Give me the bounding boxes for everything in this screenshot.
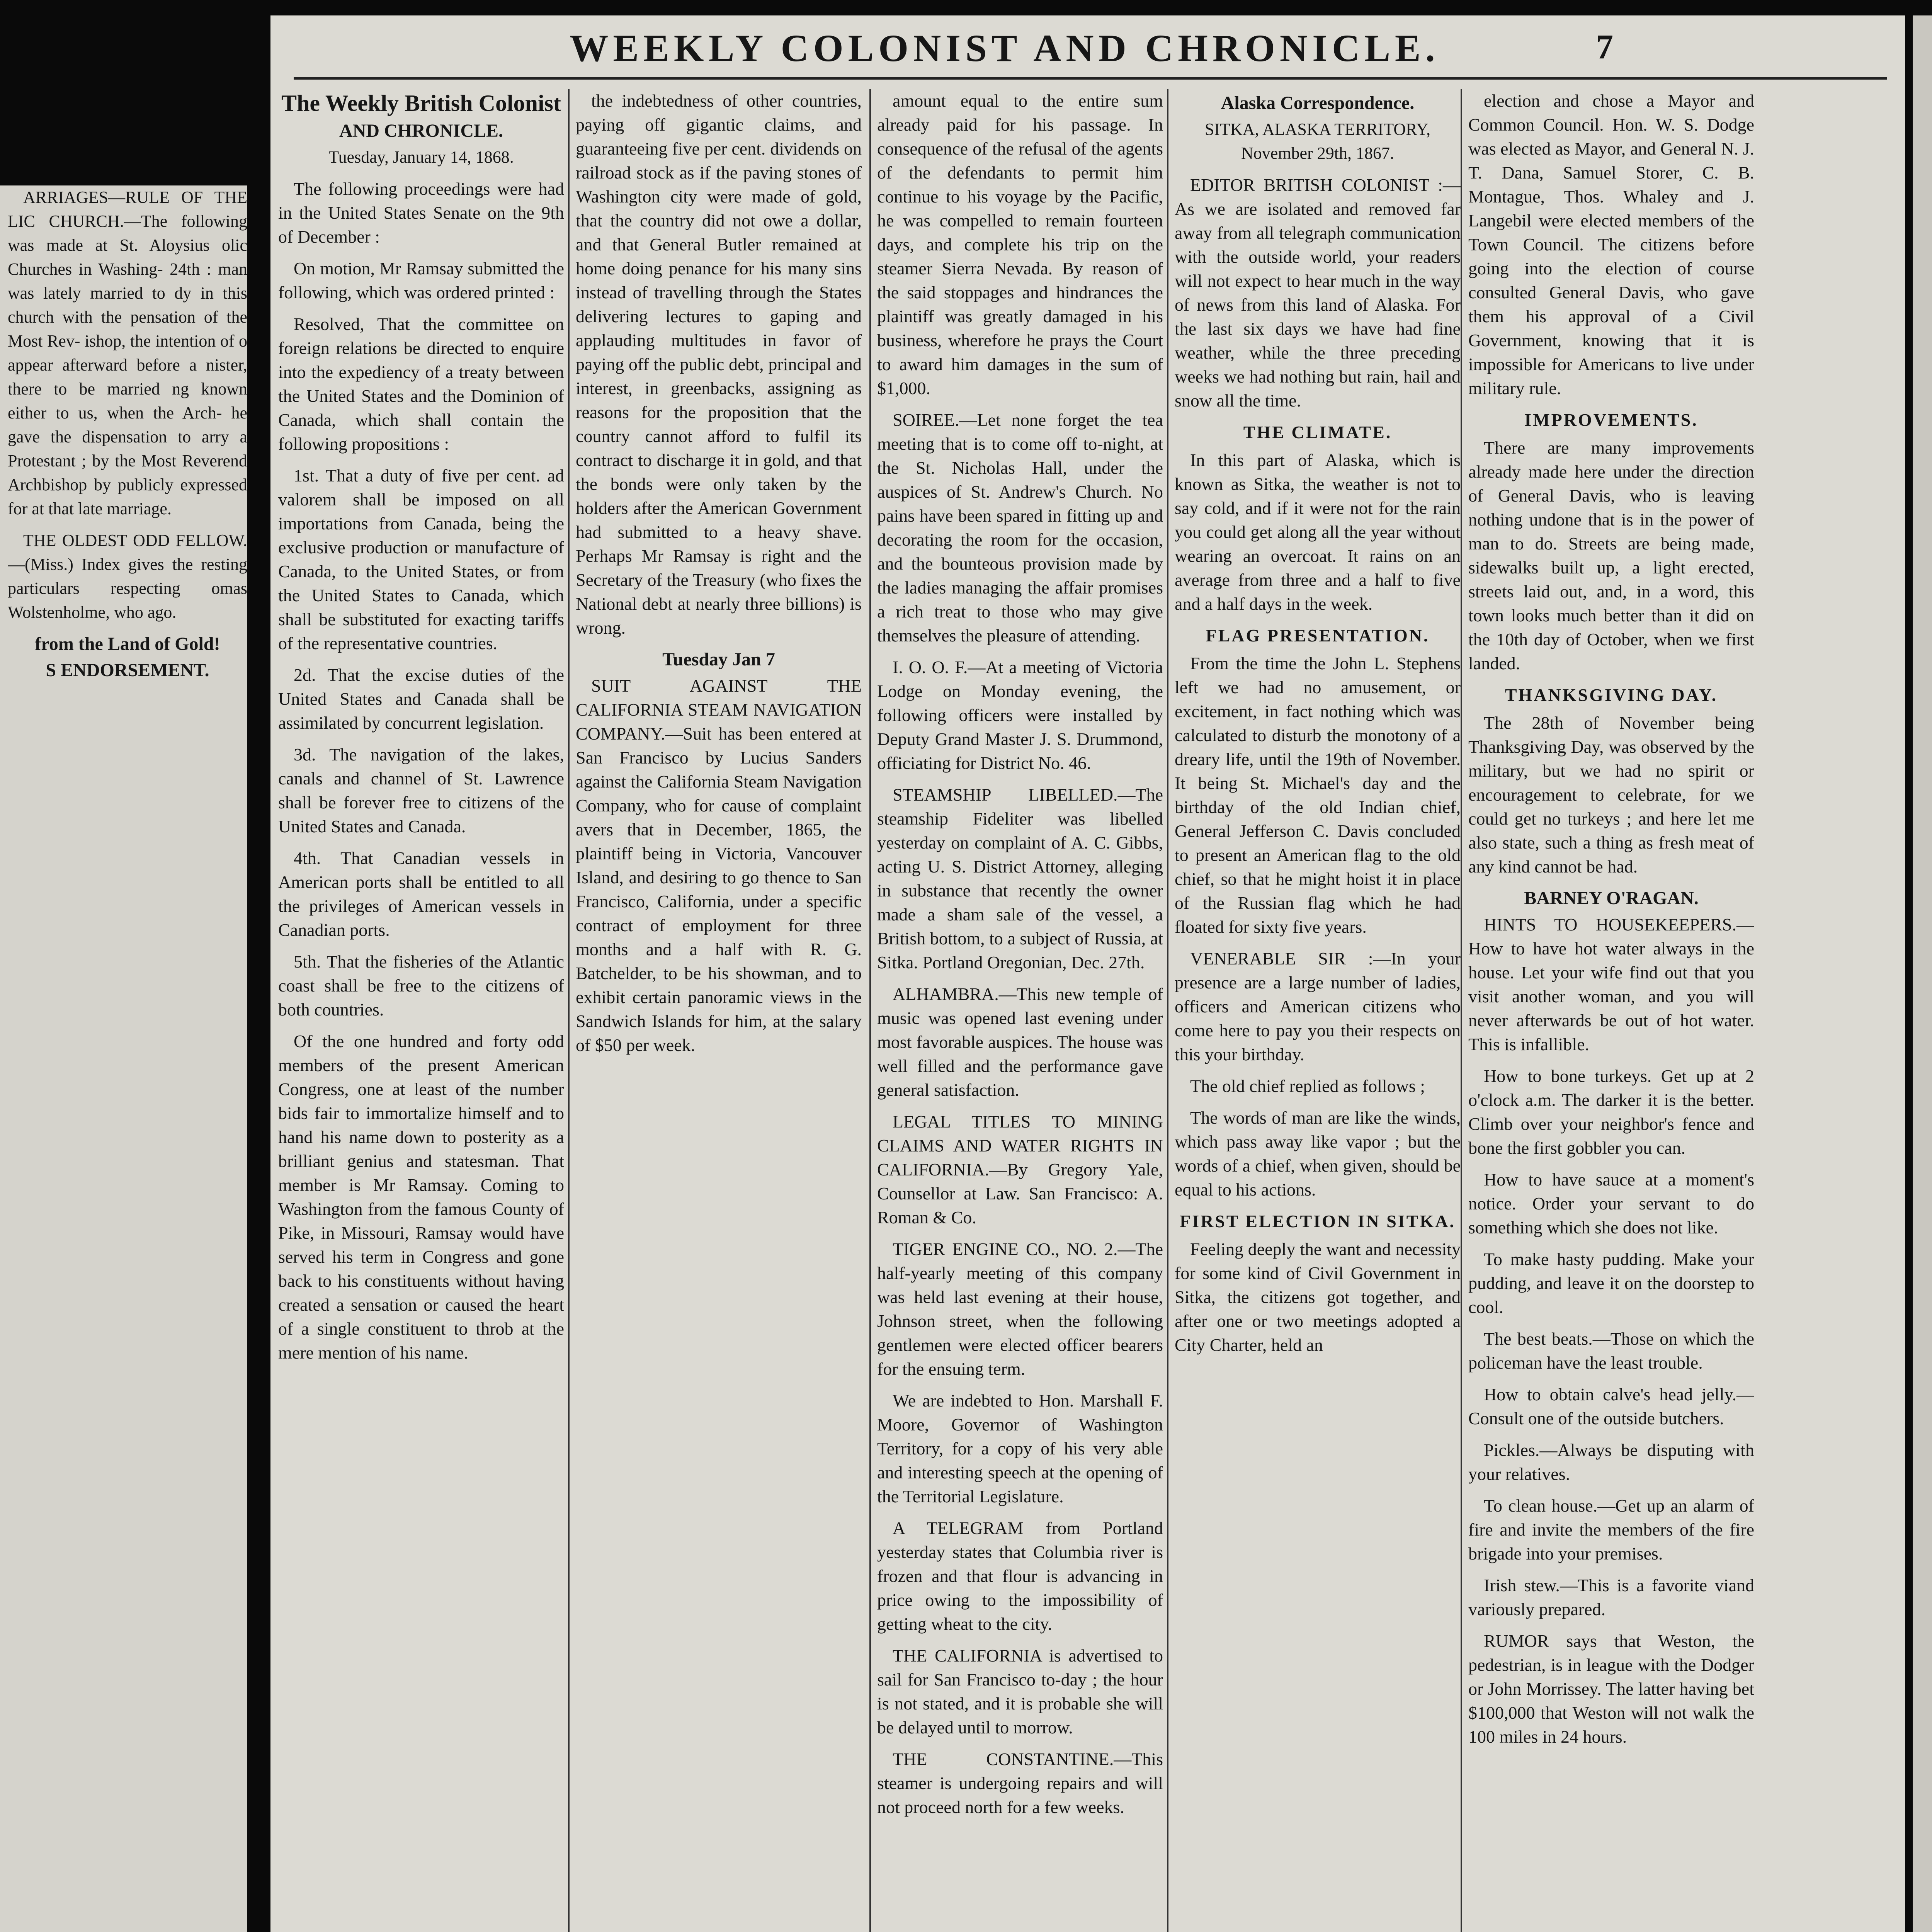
article-paragraph: election and chose a Mayor and Common Council. Hon. W. S. Dodge was elected as Mayor, and General N. J. T. Dana, Samuel Storer, C. B. Montague, Thos. Whaley and J. Langebil were elected members of the Town Council. The citizens before going into the election of course consulted General Davis, who gave them his approval of a Civil Government, knowing that it is impossible for Americans to live under military rule. [1468, 91, 1754, 398]
subheading: THANKSGIVING DAY. [1505, 685, 1718, 705]
article-paragraph: THE CALIFORNIA is advertised to sail for San Francisco to-day ; the hour is not stated, and it is probable she will be delayed until to morrow. [877, 1646, 1163, 1737]
subheading: THE CLIMATE. [1243, 422, 1392, 442]
article-paragraph: How to have sauce at a moment's notice. Order your servant to do something which she does not like. [1468, 1170, 1754, 1237]
column-rule [568, 89, 570, 1932]
article-paragraph: 2d. That the excise duties of the United States and Canada shall be assimilated by concurrent legislation. [278, 665, 564, 733]
article-paragraph: Resolved, That the committee on foreign relations be directed to enquire into the expediency of a treaty between the United States and the Dominion of Canada, which shall contain the following propositions : [278, 314, 564, 454]
article-paragraph: RUMOR says that Weston, the pedestrian, is in league with the Dodger or John Morrissey. The latter having bet $100,000 that Weston will not walk the 100 miles in 24 hours. [1468, 1631, 1754, 1747]
article-paragraph: 4th. That Canadian vessels in American ports shall be entitled to all the privileges of American vessels in Canadian ports. [278, 848, 564, 940]
article-paragraph: SUIT AGAINST THE CALIFORNIA STEAM NAVIGATION COMPANY.—Suit has been entered at San Francisco by Lucius Sanders against the California Steam Navigation Company, who for cause of complaint avers that in December, 1865, the plaintiff being in Victoria, Vancouver Island, and desiring to go thence to San Francisco, California, under a specific contract of employment for three months and a half with R. G. Batchelder, to be his showman, and to exhibit certain panoramic views in the Sandwich Islands for him, at the salary of $50 per week. [576, 676, 862, 1055]
article-paragraph: THE CONSTANTINE.—This steamer is undergoing repairs and will not proceed north for a few weeks. [877, 1749, 1163, 1817]
newspaper-masthead: WEEKLY COLONIST AND CHRONICLE. [570, 27, 1440, 70]
article-paragraph: EDITOR BRITISH COLONIST :—As we are isolated and removed far away from all telegraph communication with the outside world, your readers will not expect to hear much in the way of news from this land of Alaska. For the last six days we have had fine weather, while the three preceding weeks we had nothing but rain, hail and snow all the time. [1175, 175, 1461, 410]
article-paragraph: How to obtain calve's head jelly.—Consult one of the outside butchers. [1468, 1384, 1754, 1428]
subheading: FLAG PRESENTATION. [1206, 626, 1430, 645]
article-paragraph: STEAMSHIP LIBELLED.—The steamship Fideliter was libelled yesterday on complaint of A. C. Gibbs, acting U. S. District Attorney, alleging in substance that recently the owner made a sham sale of the vessel, a British bottom, to a subject of Russia, at Sitka. Portland Oregonian, Dec. 27th. [877, 785, 1163, 972]
correspondence-dateline: SITKA, ALASKA TERRITORY, November 29th, 1867. [1204, 120, 1431, 163]
article-paragraph: From the time the John L. Stephens left we had no amusement, or excitement, in fact nothing which was calculated to disturb the monotony of a dreary life, until the 19th of November. It being St. Michael's day and the birthday of the old Indian chief, General Jefferson C. Davis concluded to present an American flag to the old chief, so that he might hoist it in place of the Russian flag which he had floated for sixty five years. [1175, 653, 1461, 937]
article-paragraph: 1st. That a duty of five per cent. ad valorem shall be imposed on all importations from Canada, being the exclusive production or manufacture of Canada, to the United States, or from the United States to Canada, which shall be substituted for exacting tariffs of the representative countries. [278, 466, 564, 653]
column-3 [877, 89, 1163, 1932]
left-strip-column [8, 185, 247, 1932]
article-paragraph: LEGAL TITLES TO MINING CLAIMS AND WATER RIGHTS IN CALIFORNIA.—By Gregory Yale, Counsellor at Law. San Francisco: A. Roman & Co. [877, 1112, 1163, 1227]
column-rule [1167, 89, 1168, 1932]
left-strip-heading: from the Land of Gold! [35, 634, 220, 654]
article-paragraph: Irish stew.—This is a favorite viand variously prepared. [1468, 1575, 1754, 1619]
article-paragraph: Pickles.—Always be disputing with your relatives. [1468, 1440, 1754, 1484]
article-paragraph: VENERABLE SIR :—In your presence are a large number of ladies, officers and American citizens who come here to pay you their respects on this your birthday. [1175, 949, 1461, 1064]
article-paragraph: 3d. The navigation of the lakes, canals and channel of St. Lawrence shall be forever free to citizens of the United States and Canada. [278, 745, 564, 836]
article-paragraph: The best beats.—Those on which the policeman have the least trouble. [1468, 1329, 1754, 1372]
correspondence-heading: Alaska Correspondence. [1221, 93, 1415, 113]
column-4 [1175, 89, 1461, 1932]
article-paragraph: We are indebted to Hon. Marshall F. Moore, Governor of Washington Territory, for a copy of his very able and interesting speech at the opening of the Territorial Legislature. [877, 1391, 1163, 1506]
article-paragraph: To clean house.—Get up an alarm of fire and invite the members of the fire brigade into your premises. [1468, 1496, 1754, 1563]
article-paragraph: amount equal to the entire sum already paid for his passage. In consequence of the refusal of the agents of the defendants to permit him continue to his voyage by the Pacific, he was compelled to remain fourteen days, and complete his trip on the steamer Sierra Nevada. By reason of the said stoppages and hindrances the plaintiff was greatly damaged in his business, wherefore he prays the Court to award him damages in the sum of $1,000. [877, 91, 1163, 398]
left-strip-paragraph: THE OLDEST ODD FELLOW.—(Miss.) Index gives the resting particulars respecting omas Wolstenholme, who ago. [8, 531, 247, 622]
column-5 [1468, 89, 1754, 1932]
left-strip-heading: S ENDORSEMENT. [46, 660, 209, 680]
article-paragraph: I. O. O. F.—At a meeting of Victoria Lodge on Monday evening, the following officers were installed by Deputy Grand Master J. S. Drummond, officiating for District No. 46. [877, 657, 1163, 773]
article-paragraph: There are many improvements already made here under the direction of General Davis, who is leaving nothing undone that is in the power of man to do. Streets are being made, sidewalks built up, a light erected, streets laid out, and, in a word, this town looks much better than it did on the 10th day of October, when we first landed. [1468, 438, 1754, 673]
article-paragraph: 5th. That the fisheries of the Atlantic coast shall be free to the citizens of both countries. [278, 952, 564, 1019]
article-paragraph: Feeling deeply the want and necessity for some kind of Civil Government in Sitka, the citizens got together, and after one or two meetings adopted a City Charter, held an [1175, 1239, 1461, 1355]
column-rule [1461, 89, 1462, 1932]
paper-nameplate: The Weekly British Colonist [281, 90, 561, 116]
column-2 [576, 89, 862, 1932]
paper-nameplate-sub: AND CHRONICLE. [339, 121, 503, 141]
signature: BARNEY O'RAGAN. [1524, 888, 1699, 908]
page-number: 7 [1596, 28, 1613, 66]
article-paragraph: The old chief replied as follows ; [1190, 1076, 1425, 1096]
article-paragraph: On motion, Mr Ramsay submitted the following, which was ordered printed : [278, 259, 564, 302]
article-paragraph: HINTS TO HOUSEKEEPERS.—How to have hot water always in the house. Let your wife find out that you visit another woman, and you will never afterwards be out of hot water. This is infallible. [1468, 915, 1754, 1054]
facing-page-edge [1913, 15, 1932, 1932]
column-1 [278, 89, 564, 1932]
article-paragraph: Of the one hundred and forty odd members of the present American Congress, one at least of the number bids fair to immortalize himself and to hand his name down to posterity as a brilliant genius and statesman. That member is Mr Ramsay. Coming to Washington from the famous County of Pike, in Missouri, Ramsay would have served his term in Congress and gone back to his constituents without having created a sensation or caused the heart of a single constituent to throb at the mere mention of his name. [278, 1031, 564, 1362]
subheading: IMPROVEMENTS. [1524, 410, 1698, 430]
article-paragraph: ALHAMBRA.—This new temple of music was opened last evening under most favorable auspices. The house was well filled and the performance gave general satisfaction. [877, 984, 1163, 1100]
column-rule [869, 89, 871, 1932]
issue-date: Tuesday, January 14, 1868. [328, 148, 514, 167]
article-paragraph: In this part of Alaska, which is known as Sitka, the weather is not to say cold, and if it were not for the rain you could get along all the year without wearing an overcoat. It rains on an average from three and a half to five and a half days in the week. [1175, 450, 1461, 614]
left-page-strip [0, 185, 247, 1932]
article-paragraph: How to bone turkeys. Get up at 2 o'clock a.m. The darker it is the better. Climb over your neighbor's fence and bone the first gobbler you can. [1468, 1066, 1754, 1158]
article-paragraph: The words of man are like the winds, which pass away like vapor ; but the words of a chief, when given, should be equal to his actions. [1175, 1108, 1461, 1199]
article-paragraph: the indebtedness of other countries, paying off gigantic claims, and guaranteeing five per cent. dividends on railroad stock as if the paving stones of Washington city were made of gold, that the country did not owe a dollar, and that General Butler remained at home doing penance for his many sins instead of travelling through the States delivering lectures to gaping and applauding multitudes in favor of paying off the public debt, principal and interest, in greenbacks, assigning as reasons for the proposition that the country cannot afford to fulfil its contract to discharge it in gold, and that the bonds were only taken by the holders after the American Government had submitted to a heavy shave. Perhaps Mr Ramsay is right and the Secretary of the Treasury (who fixes the National debt at nearly three billions) is wrong. [576, 91, 862, 638]
article-paragraph: The following proceedings were had in the United States Senate on the 9th of December : [278, 179, 564, 247]
article-paragraph: TIGER ENGINE CO., NO. 2.—The half-yearly meeting of this company was held last evening at their house, Johnson street, when the following gentlemen were elected officer bearers for the ensuing term. [877, 1239, 1163, 1379]
article-paragraph: The 28th of November being Thanksgiving Day, was observed by the military, but we had no spirit or encouragement to celebrate, for we could get no turkeys ; and here let me also state, such a thing as fresh meat of any kind cannot be had. [1468, 713, 1754, 876]
masthead-rule [294, 77, 1887, 80]
left-strip-paragraph: ARRIAGES—RULE OF THE LIC CHURCH.—The following was made at St. Aloysius olic Churches in Washing- 24th : man was lately married to dy in this church with the pensation of the Most Rev- ishop, the intention of o appear afterward before a nister, there to be married ng known either to us, when the Arch- he gave the dispensation to arry a Protestant ; by the Most Reverend Archbishop by publicly expressed for at that late marriage. [8, 188, 247, 518]
article-paragraph: SOIREE.—Let none forget the tea meeting that is to come off to-night, at the St. Nicholas Hall, under the auspices of St. Andrew's Church. No pains have been spared in fitting up and decorating the room for the occasion, and the bounteous provision made by the ladies managing the affair promises a rich treat to those who may give themselves the pleasure of attending. [877, 410, 1163, 645]
subheading: FIRST ELECTION IN SITKA. [1180, 1211, 1456, 1231]
article-paragraph: A TELEGRAM from Portland yesterday states that Columbia river is frozen and that flour is advancing in price owing to the impossibility of getting wheat to the city. [877, 1518, 1163, 1634]
section-dateline: Tuesday Jan 7 [662, 649, 775, 670]
article-paragraph: To make hasty pudding. Make your pudding, and leave it on the doorstep to cool. [1468, 1249, 1754, 1317]
